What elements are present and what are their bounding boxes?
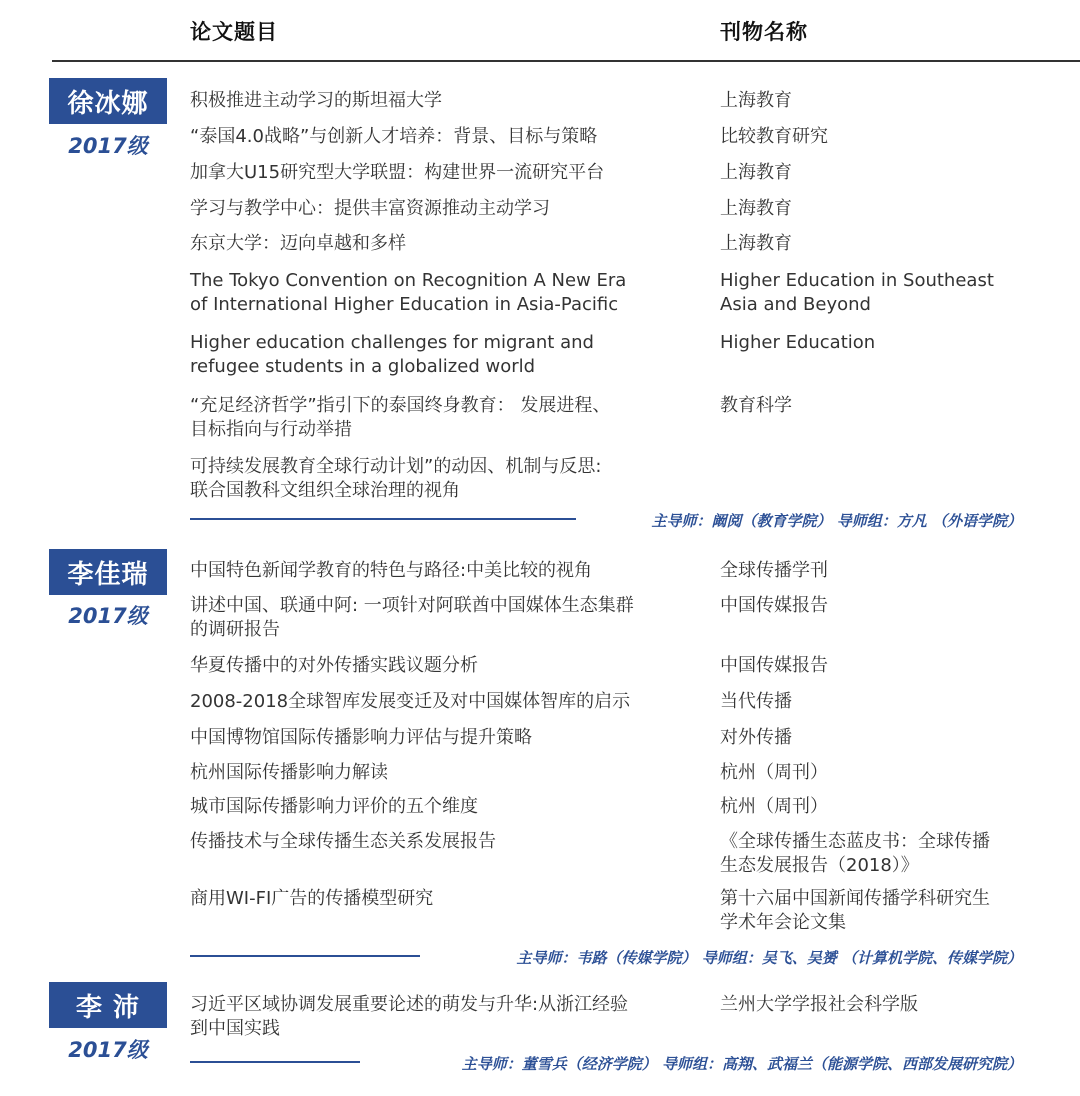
paper-journal: 中国传媒报告 xyxy=(720,655,828,676)
paper-row xyxy=(190,269,1080,315)
paper-journal: 《全球传播生态蓝皮书：全球传播 生态发展报告（2018）》 xyxy=(720,831,990,876)
student-grade: 2017级 xyxy=(68,1038,148,1062)
student-name-badge: 李 沛 xyxy=(49,982,167,1028)
paper-journal: 上海教育 xyxy=(720,233,792,254)
paper-title: 中国博物馆国际传播影响力评估与提升策略 xyxy=(190,727,532,748)
paper-journal: 杭州（周刊） xyxy=(720,762,828,783)
paper-title: 东京大学：迈向卓越和多样 xyxy=(190,233,406,254)
paper-title: 城市国际传播影响力评价的五个维度 xyxy=(190,796,478,817)
paper-title: 讲述中国、联通中阿: 一项针对阿联酋中国媒体生态集群 的调研报告 xyxy=(190,595,634,640)
student-name-badge: 徐冰娜 xyxy=(49,78,167,124)
paper-title: 加拿大U15研究型大学联盟：构建世界一流研究平台 xyxy=(190,162,605,183)
paper-journal: 教育科学 xyxy=(720,395,792,416)
paper-title: 商用WI-FI广告的传播模型研究 xyxy=(190,888,434,909)
paper-row xyxy=(190,161,1080,183)
title-column-header: 论文题目 xyxy=(190,20,278,44)
paper-row xyxy=(190,125,1080,147)
paper-journal: 比较教育研究 xyxy=(720,126,828,147)
paper-title: 杭州国际传播影响力解读 xyxy=(190,762,388,783)
paper-row xyxy=(190,232,1080,254)
paper-journal: 上海教育 xyxy=(720,162,792,183)
paper-title: 中国特色新闻学教育的特色与路径:中美比较的视角 xyxy=(190,560,593,581)
paper-row xyxy=(190,455,1080,501)
paper-row xyxy=(190,594,1080,640)
student-grade: 2017级 xyxy=(68,134,148,158)
paper-row xyxy=(190,559,1080,581)
paper-row xyxy=(190,331,1080,377)
paper-journal: 兰州大学学报社会科学版 xyxy=(720,994,918,1015)
paper-title: 可持续发展教育全球行动计划”的动因、机制与反思: 联合国教科文组织全球治理的视角 xyxy=(190,456,602,501)
paper-row xyxy=(190,761,1080,783)
paper-journal: Higher Education xyxy=(720,332,876,353)
paper-journal: 上海教育 xyxy=(720,198,792,219)
student-name-badge: 李佳瑞 xyxy=(49,549,167,595)
advisor-info: 主导师：董雪兵（经济学院） 导师组：高翔、武福兰（能源学院、西部发展研究院） xyxy=(461,1055,1022,1073)
paper-journal: 对外传播 xyxy=(720,727,792,748)
advisor-info: 主导师：阚阅（教育学院） 导师组：方凡 （外语学院） xyxy=(651,512,1022,530)
paper-title: Higher education challenges for migrant and refugee students in a globalized world xyxy=(190,332,594,377)
paper-row xyxy=(190,830,1080,876)
paper-title: 习近平区域协调发展重要论述的萌发与升华:从浙江经验 到中国实践 xyxy=(190,994,629,1039)
header-divider xyxy=(52,60,1080,62)
paper-journal: 上海教育 xyxy=(720,90,792,111)
student-grade: 2017级 xyxy=(68,604,148,628)
paper-title: “泰国4.0战略”与创新人才培养：背景、目标与策略 xyxy=(190,126,598,147)
paper-row xyxy=(190,726,1080,748)
journal-column-header: 刊物名称 xyxy=(720,20,808,44)
paper-row xyxy=(190,993,1080,1039)
paper-row xyxy=(190,795,1080,817)
paper-title: 华夏传播中的对外传播实践议题分析 xyxy=(190,655,478,676)
paper-journal: 当代传播 xyxy=(720,691,792,712)
advisor-info: 主导师：韦路（传媒学院） 导师组：吴飞、吴赟 （计算机学院、传媒学院） xyxy=(516,949,1022,967)
paper-journal: Higher Education in Southeast Asia and Beyond xyxy=(720,270,994,315)
paper-journal: 全球传播学刊 xyxy=(720,560,828,581)
paper-row xyxy=(190,690,1080,712)
advisor-divider xyxy=(190,955,420,957)
paper-title: 2008-2018全球智库发展变迁及对中国媒体智库的启示 xyxy=(190,691,631,712)
paper-title: 学习与教学中心：提供丰富资源推动主动学习 xyxy=(190,198,550,219)
advisor-divider xyxy=(190,518,576,520)
paper-row xyxy=(190,887,1080,933)
paper-title: “充足经济哲学”指引下的泰国终身教育： 发展进程、 目标指向与行动举措 xyxy=(190,395,611,440)
paper-row xyxy=(190,394,1080,440)
advisor-divider xyxy=(190,1061,360,1063)
paper-journal: 第十六届中国新闻传播学科研究生 学术年会论文集 xyxy=(720,888,990,933)
paper-row xyxy=(190,654,1080,676)
paper-row xyxy=(190,197,1080,219)
paper-journal: 杭州（周刊） xyxy=(720,796,828,817)
paper-title: 积极推进主动学习的斯坦福大学 xyxy=(190,90,442,111)
paper-row xyxy=(190,89,1080,111)
paper-title: 传播技术与全球传播生态关系发展报告 xyxy=(190,831,496,852)
paper-title: The Tokyo Convention on Recognition A New Era of International Higher Education in Asia-Pacific xyxy=(190,270,627,315)
paper-journal: 中国传媒报告 xyxy=(720,595,828,616)
